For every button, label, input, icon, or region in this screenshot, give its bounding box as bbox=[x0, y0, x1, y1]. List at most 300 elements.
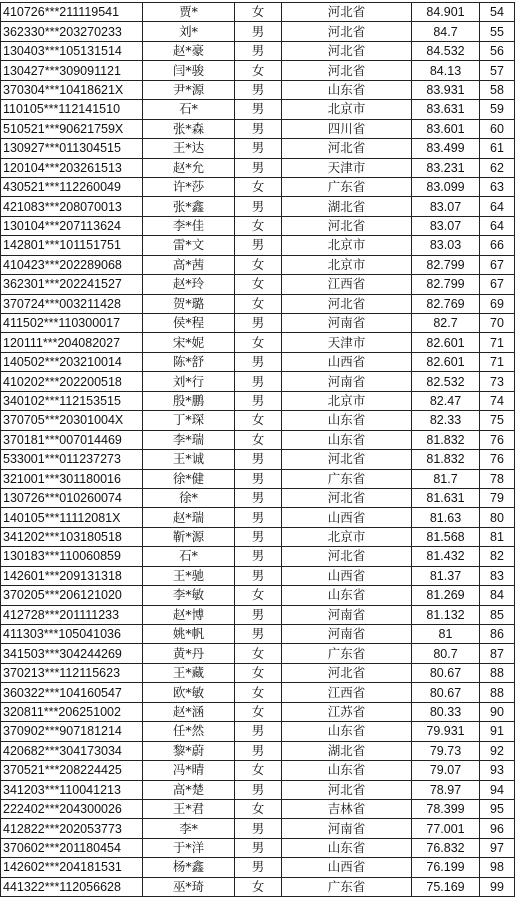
rank-cell: 86 bbox=[480, 625, 515, 644]
province-cell: 河北省 bbox=[282, 450, 412, 469]
id-number-cell: 360322***104160547 bbox=[1, 683, 143, 702]
name-cell: 李*瑞 bbox=[143, 430, 235, 449]
name-cell: 巫*琦 bbox=[143, 877, 235, 896]
score-cell: 83.03 bbox=[412, 236, 480, 255]
province-cell: 江苏省 bbox=[282, 702, 412, 721]
table-row bbox=[1, 275, 515, 294]
table-row bbox=[1, 838, 515, 857]
score-cell: 84.7 bbox=[412, 22, 480, 41]
score-cell: 81.63 bbox=[412, 508, 480, 527]
table-row bbox=[1, 488, 515, 507]
name-cell: 尹*源 bbox=[143, 80, 235, 99]
table-row bbox=[1, 605, 515, 624]
rank-cell: 76 bbox=[480, 430, 515, 449]
results-table bbox=[0, 2, 515, 897]
gender-cell: 女 bbox=[235, 411, 282, 430]
name-cell: 姚*帆 bbox=[143, 625, 235, 644]
name-cell: 石* bbox=[143, 100, 235, 119]
id-number-cell: 370205***206121020 bbox=[1, 586, 143, 605]
gender-cell: 女 bbox=[235, 61, 282, 80]
name-cell: 李*敏 bbox=[143, 586, 235, 605]
table-row bbox=[1, 683, 515, 702]
gender-cell: 男 bbox=[235, 22, 282, 41]
rank-cell: 61 bbox=[480, 139, 515, 158]
gender-cell: 男 bbox=[235, 80, 282, 99]
province-cell: 河北省 bbox=[282, 3, 412, 22]
id-number-cell: 370602***201180454 bbox=[1, 838, 143, 857]
name-cell: 陈*舒 bbox=[143, 352, 235, 371]
name-cell: 宋*妮 bbox=[143, 333, 235, 352]
name-cell: 黎*蔚 bbox=[143, 741, 235, 760]
id-number-cell: 130427***309091121 bbox=[1, 61, 143, 80]
gender-cell: 男 bbox=[235, 605, 282, 624]
gender-cell: 女 bbox=[235, 586, 282, 605]
table-row bbox=[1, 372, 515, 391]
id-number-cell: 533001***011237273 bbox=[1, 450, 143, 469]
province-cell: 河北省 bbox=[282, 216, 412, 235]
score-cell: 81.568 bbox=[412, 527, 480, 546]
gender-cell: 男 bbox=[235, 352, 282, 371]
name-cell: 徐*健 bbox=[143, 469, 235, 488]
score-cell: 80.7 bbox=[412, 644, 480, 663]
id-number-cell: 410202***202200518 bbox=[1, 372, 143, 391]
rank-cell: 63 bbox=[480, 177, 515, 196]
gender-cell: 女 bbox=[235, 761, 282, 780]
name-cell: 杨*鑫 bbox=[143, 858, 235, 877]
table-row bbox=[1, 100, 515, 119]
name-cell: 高*楚 bbox=[143, 780, 235, 799]
name-cell: 赵*豪 bbox=[143, 41, 235, 60]
score-cell: 83.07 bbox=[412, 216, 480, 235]
rank-cell: 70 bbox=[480, 314, 515, 333]
table-row bbox=[1, 741, 515, 760]
rank-cell: 76 bbox=[480, 450, 515, 469]
province-cell: 江西省 bbox=[282, 275, 412, 294]
table-row bbox=[1, 236, 515, 255]
province-cell: 广东省 bbox=[282, 177, 412, 196]
id-number-cell: 370304***10418621X bbox=[1, 80, 143, 99]
score-cell: 79.931 bbox=[412, 722, 480, 741]
province-cell: 河北省 bbox=[282, 663, 412, 682]
rank-cell: 75 bbox=[480, 411, 515, 430]
rank-cell: 96 bbox=[480, 819, 515, 838]
name-cell: 王*诚 bbox=[143, 450, 235, 469]
score-cell: 82.601 bbox=[412, 352, 480, 371]
province-cell: 山东省 bbox=[282, 80, 412, 99]
province-cell: 河南省 bbox=[282, 605, 412, 624]
id-number-cell: 130183***110060859 bbox=[1, 547, 143, 566]
gender-cell: 男 bbox=[235, 469, 282, 488]
id-number-cell: 341203***110041213 bbox=[1, 780, 143, 799]
score-cell: 75.169 bbox=[412, 877, 480, 896]
rank-cell: 80 bbox=[480, 508, 515, 527]
score-cell: 80.67 bbox=[412, 663, 480, 682]
table-row bbox=[1, 858, 515, 877]
score-cell: 81.832 bbox=[412, 450, 480, 469]
score-cell: 83.099 bbox=[412, 177, 480, 196]
score-cell: 81 bbox=[412, 625, 480, 644]
gender-cell: 男 bbox=[235, 119, 282, 138]
name-cell: 石* bbox=[143, 547, 235, 566]
rank-cell: 67 bbox=[480, 255, 515, 274]
name-cell: 高*茜 bbox=[143, 255, 235, 274]
table-row bbox=[1, 566, 515, 585]
id-number-cell: 340102***112153515 bbox=[1, 391, 143, 410]
score-cell: 81.269 bbox=[412, 586, 480, 605]
gender-cell: 男 bbox=[235, 566, 282, 585]
name-cell: 欧*敏 bbox=[143, 683, 235, 702]
score-cell: 78.399 bbox=[412, 799, 480, 818]
id-number-cell: 370705***20301004X bbox=[1, 411, 143, 430]
name-cell: 赵*瑞 bbox=[143, 508, 235, 527]
province-cell: 河南省 bbox=[282, 819, 412, 838]
gender-cell: 男 bbox=[235, 741, 282, 760]
province-cell: 河北省 bbox=[282, 139, 412, 158]
province-cell: 河南省 bbox=[282, 314, 412, 333]
province-cell: 山西省 bbox=[282, 352, 412, 371]
rank-cell: 93 bbox=[480, 761, 515, 780]
name-cell: 赵*涵 bbox=[143, 702, 235, 721]
gender-cell: 男 bbox=[235, 100, 282, 119]
gender-cell: 男 bbox=[235, 197, 282, 216]
name-cell: 闫*骏 bbox=[143, 61, 235, 80]
gender-cell: 男 bbox=[235, 41, 282, 60]
rank-cell: 60 bbox=[480, 119, 515, 138]
id-number-cell: 412728***201111233 bbox=[1, 605, 143, 624]
id-number-cell: 120111***204082027 bbox=[1, 333, 143, 352]
rank-cell: 82 bbox=[480, 547, 515, 566]
gender-cell: 男 bbox=[235, 236, 282, 255]
score-cell: 84.13 bbox=[412, 61, 480, 80]
rank-cell: 87 bbox=[480, 644, 515, 663]
id-number-cell: 341202***103180518 bbox=[1, 527, 143, 546]
province-cell: 山西省 bbox=[282, 566, 412, 585]
score-cell: 78.97 bbox=[412, 780, 480, 799]
id-number-cell: 142601***209131318 bbox=[1, 566, 143, 585]
province-cell: 山西省 bbox=[282, 858, 412, 877]
table-row bbox=[1, 625, 515, 644]
rank-cell: 54 bbox=[480, 3, 515, 22]
gender-cell: 女 bbox=[235, 683, 282, 702]
name-cell: 王*驰 bbox=[143, 566, 235, 585]
rank-cell: 79 bbox=[480, 488, 515, 507]
score-cell: 83.499 bbox=[412, 139, 480, 158]
province-cell: 山东省 bbox=[282, 722, 412, 741]
score-cell: 79.07 bbox=[412, 761, 480, 780]
province-cell: 天津市 bbox=[282, 333, 412, 352]
gender-cell: 女 bbox=[235, 3, 282, 22]
name-cell: 王*君 bbox=[143, 799, 235, 818]
table-row bbox=[1, 586, 515, 605]
province-cell: 山东省 bbox=[282, 430, 412, 449]
table-row bbox=[1, 22, 515, 41]
rank-cell: 55 bbox=[480, 22, 515, 41]
score-cell: 82.33 bbox=[412, 411, 480, 430]
province-cell: 河北省 bbox=[282, 547, 412, 566]
province-cell: 山东省 bbox=[282, 411, 412, 430]
rank-cell: 57 bbox=[480, 61, 515, 80]
rank-cell: 95 bbox=[480, 799, 515, 818]
table-row bbox=[1, 255, 515, 274]
name-cell: 黄*丹 bbox=[143, 644, 235, 663]
gender-cell: 男 bbox=[235, 625, 282, 644]
results-table-body bbox=[1, 3, 515, 897]
id-number-cell: 370724***003211428 bbox=[1, 294, 143, 313]
id-number-cell: 321001***301180016 bbox=[1, 469, 143, 488]
table-row bbox=[1, 644, 515, 663]
id-number-cell: 130403***105131514 bbox=[1, 41, 143, 60]
table-row bbox=[1, 177, 515, 196]
province-cell: 北京市 bbox=[282, 391, 412, 410]
name-cell: 赵*允 bbox=[143, 158, 235, 177]
table-row bbox=[1, 352, 515, 371]
id-number-cell: 362301***202241527 bbox=[1, 275, 143, 294]
id-number-cell: 370213***112115623 bbox=[1, 663, 143, 682]
gender-cell: 男 bbox=[235, 372, 282, 391]
id-number-cell: 411303***105041036 bbox=[1, 625, 143, 644]
table-row bbox=[1, 391, 515, 410]
table-row bbox=[1, 158, 515, 177]
id-number-cell: 370902***907181214 bbox=[1, 722, 143, 741]
score-cell: 83.631 bbox=[412, 100, 480, 119]
name-cell: 徐* bbox=[143, 488, 235, 507]
score-cell: 77.001 bbox=[412, 819, 480, 838]
id-number-cell: 130726***010260074 bbox=[1, 488, 143, 507]
gender-cell: 男 bbox=[235, 527, 282, 546]
score-cell: 81.832 bbox=[412, 430, 480, 449]
province-cell: 河北省 bbox=[282, 780, 412, 799]
name-cell: 刘*行 bbox=[143, 372, 235, 391]
province-cell: 湖北省 bbox=[282, 197, 412, 216]
score-cell: 81.631 bbox=[412, 488, 480, 507]
gender-cell: 女 bbox=[235, 663, 282, 682]
name-cell: 张*森 bbox=[143, 119, 235, 138]
score-cell: 82.601 bbox=[412, 333, 480, 352]
name-cell: 李* bbox=[143, 819, 235, 838]
rank-cell: 97 bbox=[480, 838, 515, 857]
score-cell: 81.132 bbox=[412, 605, 480, 624]
rank-cell: 81 bbox=[480, 527, 515, 546]
id-number-cell: 362330***203270233 bbox=[1, 22, 143, 41]
rank-cell: 56 bbox=[480, 41, 515, 60]
province-cell: 河南省 bbox=[282, 372, 412, 391]
score-cell: 84.532 bbox=[412, 41, 480, 60]
name-cell: 雷*文 bbox=[143, 236, 235, 255]
gender-cell: 男 bbox=[235, 819, 282, 838]
table-row bbox=[1, 197, 515, 216]
name-cell: 贺*璐 bbox=[143, 294, 235, 313]
score-cell: 81.432 bbox=[412, 547, 480, 566]
table-row bbox=[1, 527, 515, 546]
gender-cell: 男 bbox=[235, 158, 282, 177]
id-number-cell: 370521***208224425 bbox=[1, 761, 143, 780]
province-cell: 北京市 bbox=[282, 100, 412, 119]
table-row bbox=[1, 314, 515, 333]
province-cell: 四川省 bbox=[282, 119, 412, 138]
score-cell: 81.37 bbox=[412, 566, 480, 585]
id-number-cell: 410726***211119541 bbox=[1, 3, 143, 22]
province-cell: 北京市 bbox=[282, 236, 412, 255]
gender-cell: 女 bbox=[235, 877, 282, 896]
id-number-cell: 320811***206251002 bbox=[1, 702, 143, 721]
id-number-cell: 142801***101151751 bbox=[1, 236, 143, 255]
table-row bbox=[1, 877, 515, 896]
id-number-cell: 510521***90621759X bbox=[1, 119, 143, 138]
name-cell: 赵*玲 bbox=[143, 275, 235, 294]
id-number-cell: 120104***203261513 bbox=[1, 158, 143, 177]
score-cell: 82.799 bbox=[412, 255, 480, 274]
rank-cell: 74 bbox=[480, 391, 515, 410]
id-number-cell: 130927***011304515 bbox=[1, 139, 143, 158]
gender-cell: 女 bbox=[235, 333, 282, 352]
gender-cell: 男 bbox=[235, 139, 282, 158]
rank-cell: 94 bbox=[480, 780, 515, 799]
province-cell: 山东省 bbox=[282, 761, 412, 780]
table-row bbox=[1, 61, 515, 80]
table-row bbox=[1, 469, 515, 488]
gender-cell: 女 bbox=[235, 275, 282, 294]
rank-cell: 59 bbox=[480, 100, 515, 119]
id-number-cell: 430521***112260049 bbox=[1, 177, 143, 196]
province-cell: 吉林省 bbox=[282, 799, 412, 818]
rank-cell: 67 bbox=[480, 275, 515, 294]
name-cell: 侯*程 bbox=[143, 314, 235, 333]
province-cell: 河北省 bbox=[282, 41, 412, 60]
rank-cell: 99 bbox=[480, 877, 515, 896]
score-cell: 82.532 bbox=[412, 372, 480, 391]
gender-cell: 男 bbox=[235, 547, 282, 566]
score-cell: 83.231 bbox=[412, 158, 480, 177]
id-number-cell: 142602***204181531 bbox=[1, 858, 143, 877]
gender-cell: 男 bbox=[235, 722, 282, 741]
name-cell: 丁*琛 bbox=[143, 411, 235, 430]
table-row bbox=[1, 80, 515, 99]
name-cell: 赵*博 bbox=[143, 605, 235, 624]
rank-cell: 83 bbox=[480, 566, 515, 585]
score-cell: 83.601 bbox=[412, 119, 480, 138]
province-cell: 山西省 bbox=[282, 508, 412, 527]
name-cell: 王*达 bbox=[143, 139, 235, 158]
rank-cell: 64 bbox=[480, 216, 515, 235]
score-cell: 84.901 bbox=[412, 3, 480, 22]
province-cell: 河南省 bbox=[282, 625, 412, 644]
table-row bbox=[1, 3, 515, 22]
rank-cell: 98 bbox=[480, 858, 515, 877]
province-cell: 河北省 bbox=[282, 488, 412, 507]
province-cell: 江西省 bbox=[282, 683, 412, 702]
name-cell: 王*藏 bbox=[143, 663, 235, 682]
table-row bbox=[1, 411, 515, 430]
table-row bbox=[1, 294, 515, 313]
score-cell: 82.7 bbox=[412, 314, 480, 333]
name-cell: 许*莎 bbox=[143, 177, 235, 196]
province-cell: 湖北省 bbox=[282, 741, 412, 760]
province-cell: 河北省 bbox=[282, 61, 412, 80]
id-number-cell: 410423***202289068 bbox=[1, 255, 143, 274]
id-number-cell: 411502***110300017 bbox=[1, 314, 143, 333]
name-cell: 任*然 bbox=[143, 722, 235, 741]
gender-cell: 男 bbox=[235, 314, 282, 333]
rank-cell: 66 bbox=[480, 236, 515, 255]
rank-cell: 64 bbox=[480, 197, 515, 216]
rank-cell: 58 bbox=[480, 80, 515, 99]
table-row bbox=[1, 761, 515, 780]
table-row bbox=[1, 799, 515, 818]
id-number-cell: 341503***304244269 bbox=[1, 644, 143, 663]
province-cell: 河北省 bbox=[282, 22, 412, 41]
rank-cell: 78 bbox=[480, 469, 515, 488]
table-row bbox=[1, 139, 515, 158]
id-number-cell: 110105***112141510 bbox=[1, 100, 143, 119]
table-row bbox=[1, 41, 515, 60]
gender-cell: 女 bbox=[235, 799, 282, 818]
rank-cell: 88 bbox=[480, 663, 515, 682]
province-cell: 北京市 bbox=[282, 527, 412, 546]
rank-cell: 62 bbox=[480, 158, 515, 177]
gender-cell: 男 bbox=[235, 450, 282, 469]
id-number-cell: 420682***304173034 bbox=[1, 741, 143, 760]
table-row bbox=[1, 819, 515, 838]
province-cell: 天津市 bbox=[282, 158, 412, 177]
table-row bbox=[1, 333, 515, 352]
score-cell: 83.931 bbox=[412, 80, 480, 99]
score-cell: 76.832 bbox=[412, 838, 480, 857]
rank-cell: 73 bbox=[480, 372, 515, 391]
table-row bbox=[1, 663, 515, 682]
gender-cell: 男 bbox=[235, 780, 282, 799]
rank-cell: 71 bbox=[480, 352, 515, 371]
id-number-cell: 370181***007014469 bbox=[1, 430, 143, 449]
province-cell: 广东省 bbox=[282, 644, 412, 663]
name-cell: 殷*鹏 bbox=[143, 391, 235, 410]
score-cell: 82.769 bbox=[412, 294, 480, 313]
table-row bbox=[1, 430, 515, 449]
province-cell: 北京市 bbox=[282, 255, 412, 274]
id-number-cell: 140105***11112081X bbox=[1, 508, 143, 527]
table-row bbox=[1, 722, 515, 741]
name-cell: 于*洋 bbox=[143, 838, 235, 857]
table-row bbox=[1, 547, 515, 566]
province-cell: 广东省 bbox=[282, 877, 412, 896]
rank-cell: 84 bbox=[480, 586, 515, 605]
table-row bbox=[1, 119, 515, 138]
name-cell: 李*佳 bbox=[143, 216, 235, 235]
province-cell: 山东省 bbox=[282, 586, 412, 605]
province-cell: 河北省 bbox=[282, 294, 412, 313]
gender-cell: 女 bbox=[235, 430, 282, 449]
province-cell: 广东省 bbox=[282, 469, 412, 488]
id-number-cell: 222402***204300026 bbox=[1, 799, 143, 818]
score-cell: 79.73 bbox=[412, 741, 480, 760]
score-cell: 83.07 bbox=[412, 197, 480, 216]
gender-cell: 女 bbox=[235, 644, 282, 663]
gender-cell: 女 bbox=[235, 255, 282, 274]
name-cell: 刘* bbox=[143, 22, 235, 41]
name-cell: 靳*源 bbox=[143, 527, 235, 546]
gender-cell: 男 bbox=[235, 858, 282, 877]
rank-cell: 69 bbox=[480, 294, 515, 313]
gender-cell: 男 bbox=[235, 391, 282, 410]
rank-cell: 85 bbox=[480, 605, 515, 624]
rank-cell: 92 bbox=[480, 741, 515, 760]
gender-cell: 女 bbox=[235, 216, 282, 235]
name-cell: 张*鑫 bbox=[143, 197, 235, 216]
id-number-cell: 421083***208070013 bbox=[1, 197, 143, 216]
gender-cell: 女 bbox=[235, 177, 282, 196]
id-number-cell: 441322***112056628 bbox=[1, 877, 143, 896]
table-row bbox=[1, 508, 515, 527]
rank-cell: 71 bbox=[480, 333, 515, 352]
